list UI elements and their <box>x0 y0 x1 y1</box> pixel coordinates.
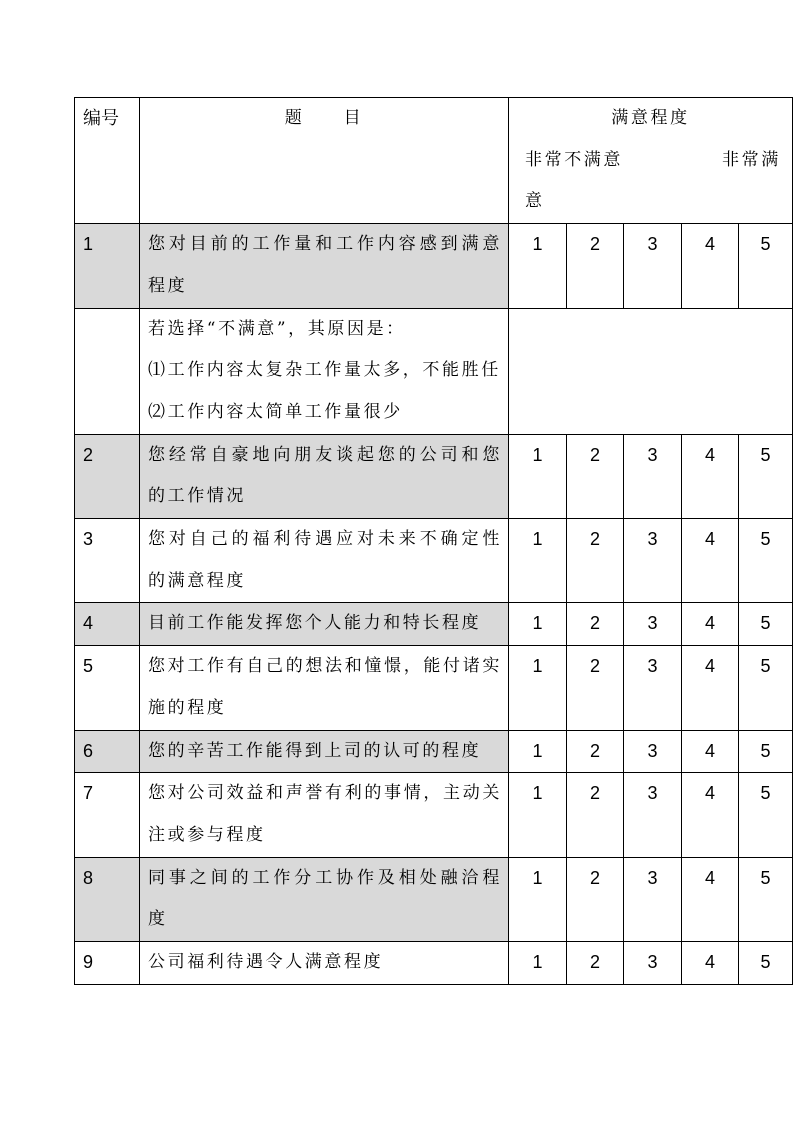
question-line: 您对目前的工作量和工作内容感到满意 <box>148 234 502 255</box>
row-number: 8 <box>75 857 140 941</box>
header-row <box>75 98 793 224</box>
reason-line: ⑴工作内容太复杂工作量太多，不能胜任 <box>148 360 501 381</box>
score-3: 3 <box>624 434 682 518</box>
score-4: 4 <box>682 603 739 646</box>
score-5: 5 <box>739 730 793 773</box>
question-line: 您经常自豪地向朋友谈起您的公司和您 <box>148 444 502 465</box>
satisfaction-title: 满意程度 <box>611 108 690 128</box>
question-line: 您对公司效益和声誉有利的事情，主动关 <box>148 783 502 804</box>
score-3: 3 <box>624 603 682 646</box>
score-1: 1 <box>509 646 567 730</box>
question-line: 您对自己的福利待遇应对未来不确定性 <box>148 529 502 550</box>
row-number: 2 <box>75 434 140 518</box>
score-5: 5 <box>739 603 793 646</box>
question-row <box>75 857 793 941</box>
score-5: 5 <box>739 857 793 941</box>
score-2: 2 <box>567 603 624 646</box>
score-5: 5 <box>739 519 793 603</box>
score-1: 1 <box>509 730 567 773</box>
question-text <box>140 603 509 646</box>
score-2: 2 <box>567 646 624 730</box>
survey-table <box>74 97 793 985</box>
reason-line: ⑵工作内容太简单工作量很少 <box>148 401 403 422</box>
score-3: 3 <box>624 942 682 985</box>
question-line: 施的程度 <box>148 697 227 718</box>
score-1: 1 <box>509 519 567 603</box>
score-5: 5 <box>739 646 793 730</box>
score-1: 1 <box>509 224 567 308</box>
reason-text <box>140 308 509 434</box>
header-satisfaction <box>509 98 793 224</box>
question-line: 公司福利待遇令人满意程度 <box>148 952 384 973</box>
score-2: 2 <box>567 730 624 773</box>
question-text <box>140 942 509 985</box>
score-2: 2 <box>567 857 624 941</box>
score-4: 4 <box>682 646 739 730</box>
question-text <box>140 773 509 857</box>
row-number: 4 <box>75 603 140 646</box>
row-number: 3 <box>75 519 140 603</box>
scale-low-label: 非常不满意 <box>525 149 623 170</box>
question-line: 注或参与程度 <box>148 824 266 845</box>
score-3: 3 <box>624 773 682 857</box>
score-1: 1 <box>509 603 567 646</box>
score-3: 3 <box>624 519 682 603</box>
question-row <box>75 942 793 985</box>
question-row <box>75 646 793 730</box>
question-text <box>140 646 509 730</box>
question-line: 度 <box>148 909 168 930</box>
score-4: 4 <box>682 730 739 773</box>
score-4: 4 <box>682 519 739 603</box>
row-number: 7 <box>75 773 140 857</box>
question-line: 同事之间的工作分工协作及相处融洽程 <box>148 867 502 888</box>
question-line: 您的辛苦工作能得到上司的认可的程度 <box>148 740 482 761</box>
score-4: 4 <box>682 857 739 941</box>
reason-score-area <box>509 308 793 434</box>
score-5: 5 <box>739 224 793 308</box>
score-2: 2 <box>567 773 624 857</box>
score-2: 2 <box>567 519 624 603</box>
score-1: 1 <box>509 434 567 518</box>
question-line: 程度 <box>148 275 188 296</box>
score-1: 1 <box>509 773 567 857</box>
score-2: 2 <box>567 224 624 308</box>
row-number: 9 <box>75 942 140 985</box>
question-row <box>75 730 793 773</box>
row-number: 1 <box>75 224 140 308</box>
question-row <box>75 773 793 857</box>
score-5: 5 <box>739 942 793 985</box>
question-line: 的满意程度 <box>148 570 246 591</box>
reason-row <box>75 308 793 434</box>
score-3: 3 <box>624 730 682 773</box>
question-text <box>140 857 509 941</box>
satisfaction-scale <box>509 140 792 223</box>
score-3: 3 <box>624 646 682 730</box>
scale-high-label: 非常满意 <box>525 149 781 212</box>
score-3: 3 <box>624 857 682 941</box>
score-2: 2 <box>567 434 624 518</box>
question-line: 您对工作有自己的想法和憧憬，能付诸实 <box>148 656 502 677</box>
score-4: 4 <box>682 224 739 308</box>
question-text <box>140 224 509 308</box>
score-2: 2 <box>567 942 624 985</box>
question-row <box>75 519 793 603</box>
question-text <box>140 519 509 603</box>
score-4: 4 <box>682 434 739 518</box>
score-5: 5 <box>739 773 793 857</box>
score-4: 4 <box>682 942 739 985</box>
question-row <box>75 603 793 646</box>
reason-line: 若选择“不满意”，其原因是： <box>148 318 406 339</box>
score-1: 1 <box>509 857 567 941</box>
question-text <box>140 730 509 773</box>
score-3: 3 <box>624 224 682 308</box>
question-line: 目前工作能发挥您个人能力和特长程度 <box>148 613 482 634</box>
row-number: 5 <box>75 646 140 730</box>
score-5: 5 <box>739 434 793 518</box>
row-number: 6 <box>75 730 140 773</box>
header-number: 编号 <box>75 98 140 224</box>
question-row <box>75 224 793 308</box>
score-1: 1 <box>509 942 567 985</box>
header-question: 题 目 <box>140 98 509 224</box>
question-text <box>140 434 509 518</box>
question-row <box>75 434 793 518</box>
question-line: 的工作情况 <box>148 486 246 507</box>
row-number-empty <box>75 308 140 434</box>
score-4: 4 <box>682 773 739 857</box>
